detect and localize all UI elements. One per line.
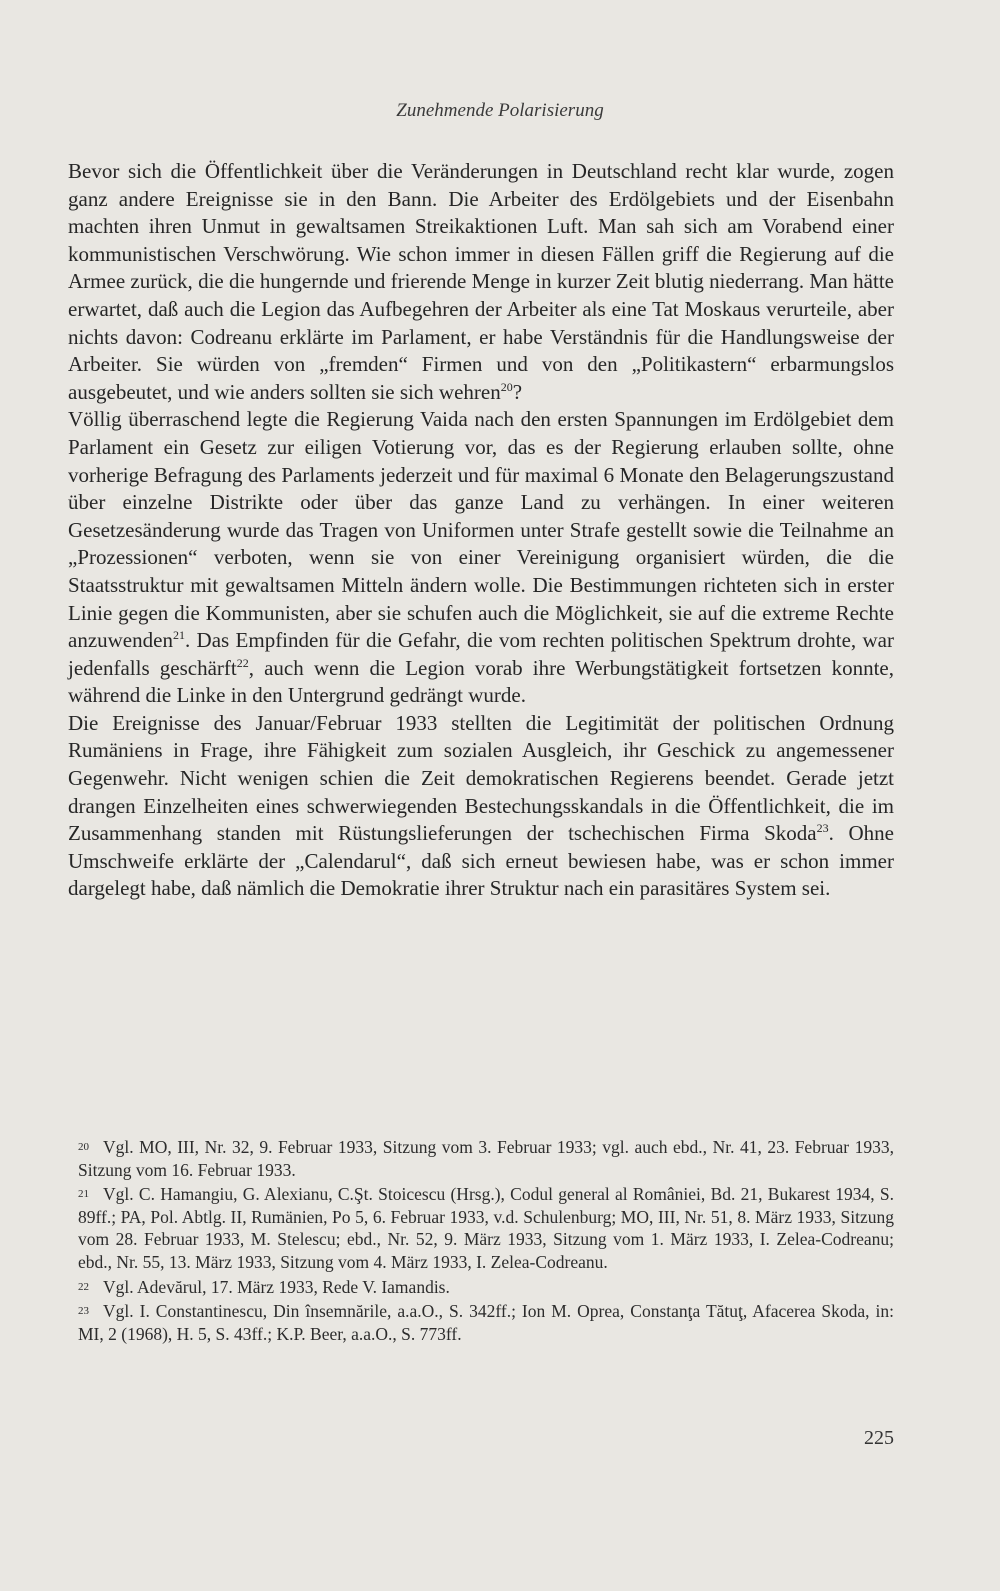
paragraph-2 — [68, 406, 894, 710]
footnote-ref-20: 20 — [500, 379, 513, 394]
footnote-number: 23 — [78, 1305, 89, 1318]
footnote-ref-23: 23 — [816, 821, 829, 836]
footnote-20 — [78, 1136, 894, 1181]
paragraph-text: . Das Empfinden für die Gefahr, die vom rechten politischen Spektrum drohte, war jedenfalls geschärft — [68, 628, 894, 680]
page-number: 225 — [864, 1427, 894, 1449]
paragraph-3 — [68, 710, 894, 903]
footnotes — [78, 1136, 894, 1347]
footnote-number: 22 — [78, 1280, 89, 1293]
paragraph-text: Die Ereignisse des Januar/Februar 1933 stellten die Legitimität der politischen Ordnung Rumäniens in Frage, ihre Fähigkeit zum sozialen Ausgleich, ihr Geschick zu angemessener Gegenwehr. Nicht wenigen schien die Zeit demokratischen Regierens beendet. Gerade jetzt drangen Einzelheiten eines schwerwiegenden Bestechungsskandals in die Öffentlichkeit, die im Zusammenhang standen mit Rüstungslieferungen der tschechischen Firma Skoda — [68, 710, 894, 846]
footnote-number: 20 — [78, 1141, 89, 1153]
footnote-22 — [78, 1276, 894, 1299]
body-text — [68, 158, 894, 903]
paragraph-text: ? — [512, 379, 523, 404]
footnote-23 — [78, 1300, 894, 1345]
footnote-text: Vgl. MO, III, Nr. 32, 9. Februar 1933, Sitzung vom 3. Februar 1933; vgl. auch ebd., Nr. 41, 23. Februar 1933, Sitzung vom 16. Februar 1933. — [78, 1137, 894, 1180]
footnote-text: Vgl. C. Hamangiu, G. Alexianu, C.Şt. Stoicescu (Hrsg.), Codul general al României, Bd. 21, Bukarest 1934, S. 89ff.; PA, Pol. Abtlg. II, Rumänien, Po 5, 6. Februar 1933, v.d. Schulenburg; MO, III, Nr. 51, 8. März 1933, Sitzung vom 28. Februar 1933, M. Stelescu; ebd., Nr. 52, 9. März 1933, Sitzung vom 1. März 1933, I. Zelea-Codreanu; ebd., Nr. 55, 13. März 1933, Sitzung vom 4. März 1933, I. Zelea-Codreanu. — [78, 1184, 894, 1272]
paragraph-1 — [68, 158, 894, 406]
paragraph-text: , auch wenn die Legion vorab ihre Werbungstätigkeit fortsetzen konnte, während die Linke in den Untergrund gedrängt wurde. — [68, 655, 895, 708]
footnote-text: Vgl. I. Constantinescu, Din însemnările, a.a.O., S. 342ff.; Ion M. Oprea, Constanţa Tătuţ, Afacerea Skoda, in: MI, 2 (1968), H. 5, S. 43ff.; K.P. Beer, a.a.O., S. 773ff. — [78, 1301, 894, 1344]
footnote-number: 21 — [78, 1188, 89, 1201]
paragraph-text: Bevor sich die Öffentlichkeit über die Veränderungen in Deutschland recht klar wurde, zogen ganz andere Ereignisse sie in den Bann. Die Arbeiter des Erdölgebiets und der Eisenbahn machten ihren Unmut in gewaltsamen Streikaktionen Luft. Man sah sich am Vorabend einer kommunistischen Verschwörung. Wie schon immer in diesen Fällen griff die Regierung auf die Armee zurück, die die hungernde und frierende Menge in kurzer Zeit blutig niederrang. Man hätte erwartet, daß auch die Legion das Aufbegehren der Arbeiter als eine Tat Moskaus verurteile, aber nichts davon: Codreanu erklärte im Parlament, er habe Verständnis für die Handlungsweise der Arbeiter. Sie würden von „fremden“ Firmen und von den „Politikastern“ erbarmungslos ausgebeutet, und wie anders sollten sie sich wehren — [68, 159, 894, 404]
running-head: Zunehmende Polarisierung — [396, 100, 604, 121]
paragraph-text: . Ohne Umschweife erklärte der „Calendarul“, daß sich erneut bewiesen habe, was er schon immer dargelegt habe, daß nämlich die Demokratie ihrer Struktur nach ein parasitäres System sei. — [68, 821, 894, 901]
footnote-ref-21: 21 — [172, 628, 185, 643]
paragraph-text: Völlig überraschend legte die Regierung Vaida nach den ersten Spannungen im Erdölgebiet dem Parlament ein Gesetz zur eiligen Votierung vor, das es der Regierung erlauben sollte, ohne vorherige Befragung des Parlaments jederzeit und für maximal 6 Monate den Belagerungszustand über einzelne Distrikte oder über das ganze Land zu verhängen. In einer weiteren Gesetzesänderung wurde das Tragen von Uniformen unter Strafe gestellt sowie die Teilnahme an „Prozessionen“ verboten, wenn sie von einer Vereinigung organisiert würden, die die Staatsstruktur mit gewaltsamen Mitteln ändern wolle. Die Bestimmungen richteten sich in erster Linie gegen die Kommunisten, aber sie schufen auch die Möglichkeit, sie auf die extreme Rechte anzuwenden — [68, 407, 894, 653]
footnote-21 — [78, 1183, 894, 1273]
footnote-ref-22: 22 — [236, 655, 249, 670]
footnote-text: Vgl. Adevărul, 17. März 1933, Rede V. Iamandis. — [103, 1276, 450, 1297]
